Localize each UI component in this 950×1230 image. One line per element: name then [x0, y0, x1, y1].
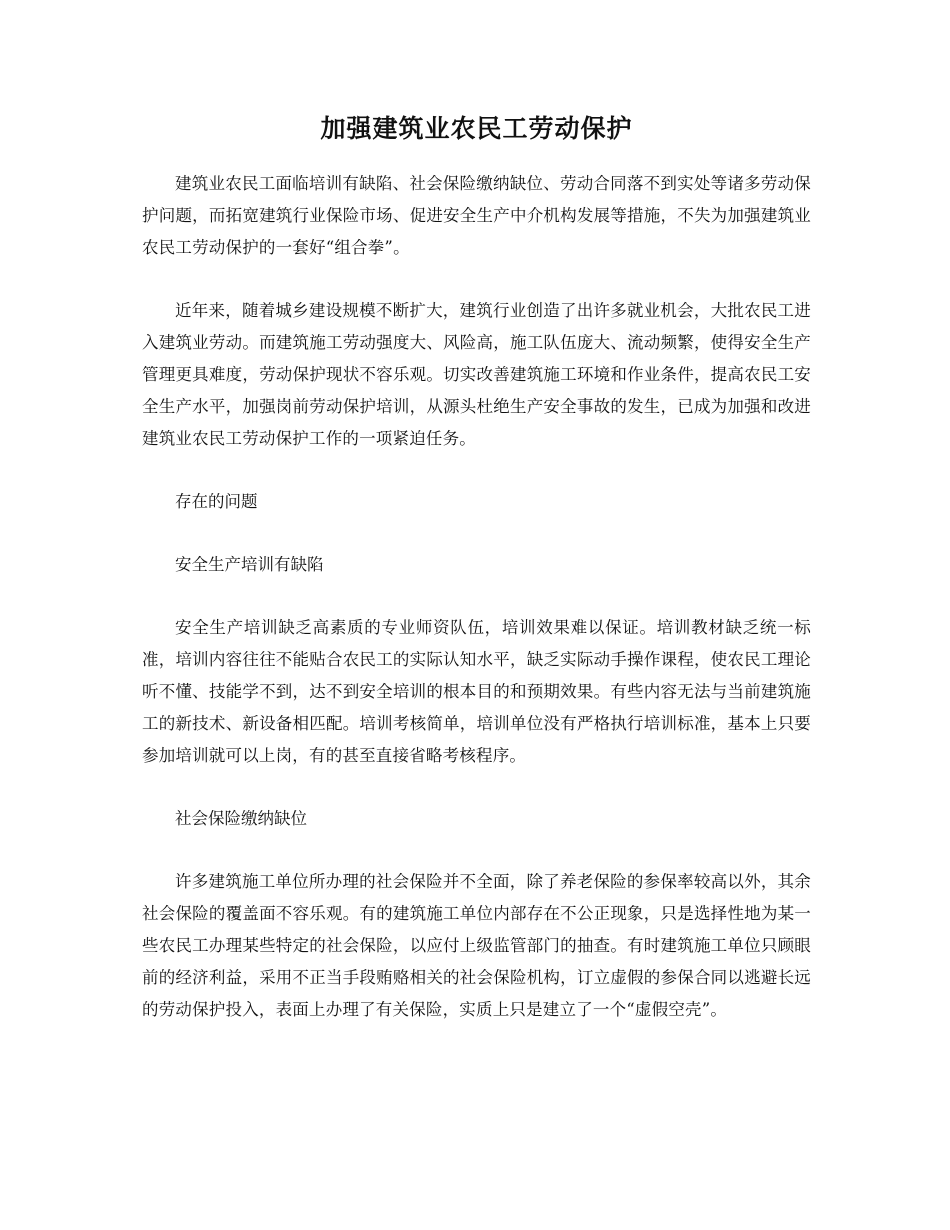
background-paragraph: 近年来，随着城乡建设规模不断扩大，建筑行业创造了出许多就业机会，大批农民工进入建筑业劳动。而建筑施工劳动强度大、风险高，施工队伍庞大、流动频繁，使得安全生产管理更具难度，劳动保护现状不容乐观。切实改善建筑施工环境和作业条件，提高农民工安全生产水平，加强岗前劳动保护培训，从源头杜绝生产安全事故的发生，已成为加强和改进建筑业农民工劳动保护工作的一项紧迫任务。 [142, 301, 811, 448]
subsection-heading-insurance: 社会保险缴纳缺位 [175, 809, 307, 828]
training-paragraph: 安全生产培训缺乏高素质的专业师资队伍，培训效果难以保证。培训教材缺乏统一标准，培训内容往往不能贴合农民工的实际认知水平，缺乏实际动手操作课程，使农民工理论听不懂、技能学不到，达不到安全培训的根本目的和预期效果。有些内容无法与当前建筑施工的新技术、新设备相匹配。培训考核简单，培训单位没有严格执行培训标准，基本上只要参加培训就可以上岗，有的甚至直接省略考核程序。 [142, 618, 811, 765]
subsection-heading-training: 安全生产培训有缺陷 [175, 555, 324, 574]
document-title: 加强建筑业农民工劳动保护 [320, 114, 633, 143]
section-heading-problems: 存在的问题 [175, 492, 258, 511]
intro-paragraph: 建筑业农民工面临培训有缺陷、社会保险缴纳缺位、劳动合同落不到实处等诸多劳动保护问题，而拓宽建筑行业保险市场、促进安全生产中介机构发展等措施，不失为加强建筑业农民工劳动保护的一套好“组合拳”。 [142, 174, 811, 257]
document-body [142, 112, 811, 1026]
insurance-paragraph: 许多建筑施工单位所办理的社会保险并不全面，除了养老保险的参保率较高以外，其余社会保险的覆盖面不容乐观。有的建筑施工单位内部存在不公正现象，只是选择性地为某一些农民工办理某些特定的社会保险，以应付上级监管部门的抽查。有时建筑施工单位只顾眼前的经济利益，采用不正当手段贿赂相关的社会保险机构，订立虚假的参保合同以逃避长远的劳动保护投入，表面上办理了有关保险，实质上只是建立了一个“虚假空壳”。 [142, 872, 811, 1019]
